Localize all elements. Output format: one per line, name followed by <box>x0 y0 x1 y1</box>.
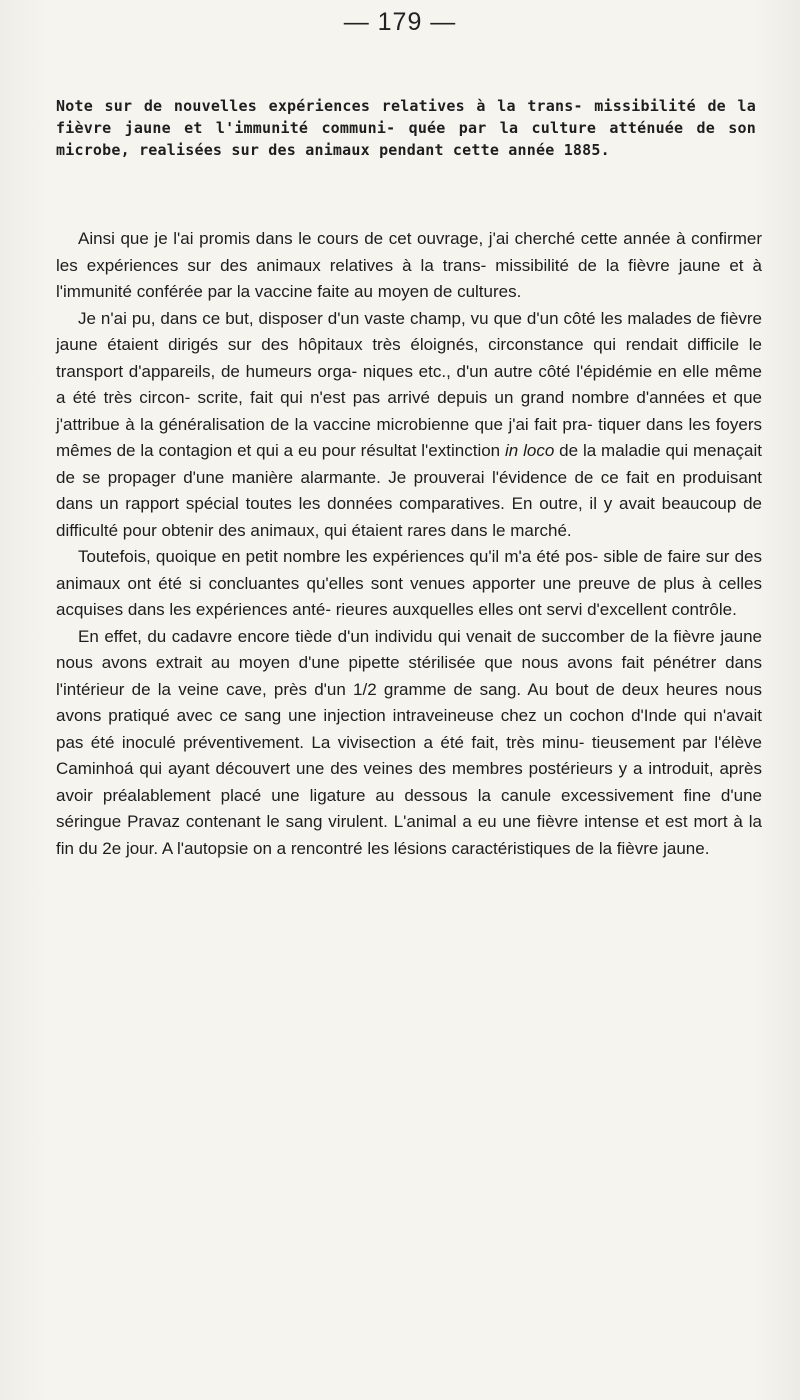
paragraph-4: En effet, du cadavre encore tiède d'un individu qui venait de succomber de la fièvre jaune nous avons extrait au moyen d'une pipette stérilisée que nous avons fait pénétrer dans l'intérieur de la veine cave, près d'un 1/2 gramme de sang. Au bout de deux heures nous avons pratiqué avec ce sang une injection intraveineuse chez un cochon d'Inde qui n'avait pas été inoculé préventivement. La vivisection a été fait, très minu- tieusement par l'élève Caminhoá qui ayant découvert une des veines des membres postérieurs y a introduit, après avoir préalablement placé une ligature au dessous la canule excessivement fine d'une séringue Pravaz contenant le sang virulent. L'animal a eu une fièvre intense et est mort à la fin du 2e jour. A l'autopsie on a rencontré les lésions caractéristiques de la fièvre jaune. <box>56 626 762 858</box>
body-text <box>56 226 762 862</box>
page-number: — 179 — <box>343 8 457 36</box>
paragraph-2-part-2: de la maladie qui menaçait de se propager d'une manière alarmante. Je prouverai l'évidence de ce fait en produisant dans un rapport spécial toutes les données comparatives. En outre, il y avait beaucoup de difficulté pour obtenir des animaux, qui étaient rares dans le marché. <box>56 441 762 540</box>
italic-phrase: in loco <box>505 441 555 460</box>
paragraph-2 <box>56 306 762 545</box>
section-title: Note sur de nouvelles expériences relatives à la trans- missibilité de la fièvre jaune et l'immunité communi- quée par la culture atténuée de son microbe, realisées sur des animaux pendant cette année 1885. <box>56 97 756 159</box>
paragraph-1: Ainsi que je l'ai promis dans le cours de cet ouvrage, j'ai cherché cette année à confirmer les expériences sur des animaux relatives à la trans- missibilité de la fièvre jaune et à l'immunité conférée par la vaccine faite au moyen de cultures. <box>56 229 762 301</box>
paragraph-3: Toutefois, quoique en petit nombre les expériences qu'il m'a été pos- sible de faire sur des animaux ont été si concluantes qu'elles sont venues apporter une preuve de plus à celles acquises dans les expériences anté- rieures auxquelles elles ont servi d'excellent contrôle. <box>56 547 762 619</box>
paragraph-2-part-1: Je n'ai pu, dans ce but, disposer d'un vaste champ, vu que d'un côté les malades de fièvre jaune étaient dirigés sur des hôpitaux très éloignés, circonstance qui rendait difficile le transport d'appareils, de humeurs orga- niques etc., d'un autre côté l'épidémie en elle même a été très circon- scrite, fait qui n'est pas arrivé depuis un grand nombre d'années et que j'attribue à la généralisation de la vaccine microbienne que j'ai fait pra- tiquer dans les foyers mêmes de la contagion et qui a eu pour résultat l'extinction <box>56 308 762 460</box>
